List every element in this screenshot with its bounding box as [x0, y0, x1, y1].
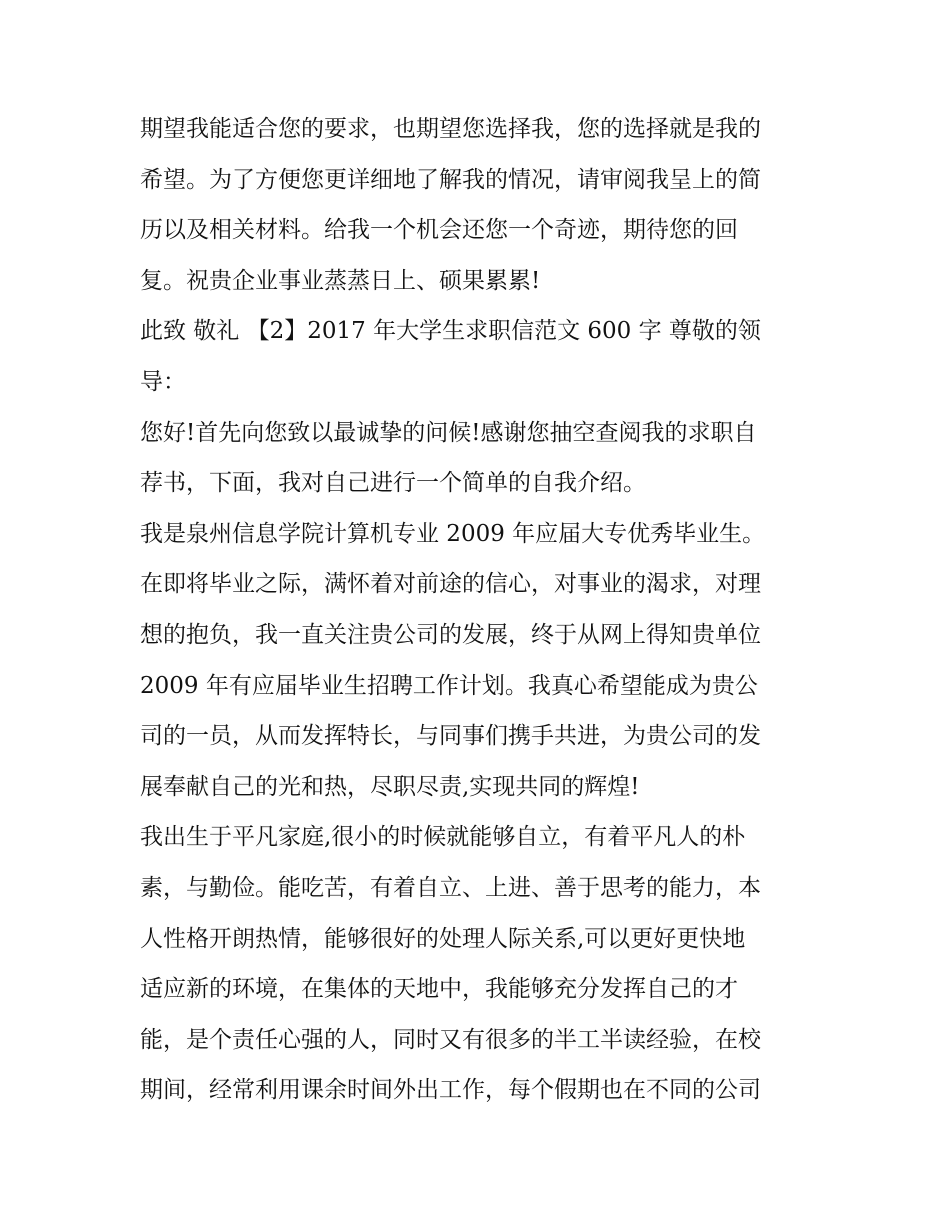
text-line: 展奉献自己的光和热，尽职尽责,实现共同的辉煌! — [140, 773, 640, 800]
text-line: 期间，经常利用课余时间外出工作，每个假期也在不同的公司 — [140, 1077, 761, 1104]
text-line: 此致 敬礼 【2】2017 年大学生求职信范文 600 字 尊敬的领 — [140, 318, 761, 345]
text-line: 历以及相关材料。给我一个机会还您一个奇迹，期待您的回 — [140, 217, 738, 244]
text-line: 2009 年有应届毕业生招聘工作计划。我真心希望能成为贵公 — [140, 672, 758, 699]
text-line: 想的抱负，我一直关注贵公司的发展，终于从网上得知贵单位 — [140, 621, 761, 648]
text-line: 素，与勤俭。能吃苦，有着自立、上进、善于思考的能力，本 — [140, 874, 761, 901]
text-line: 司的一员，从而发挥特长，与同事们携手共进，为贵公司的发 — [140, 723, 761, 750]
text-line: 荐书，下面，我对自己进行一个简单的自我介绍。 — [140, 470, 646, 497]
text-line: 我出生于平凡家庭,很小的时候就能够自立，有着平凡人的朴 — [140, 824, 746, 851]
text-line: 我是泉州信息学院计算机专业 2009 年应届大专优秀毕业生。 — [140, 520, 766, 547]
text-line: 期望我能适合您的要求，也期望您选择我，您的选择就是我的 — [140, 116, 761, 142]
text-line: 导： — [140, 368, 186, 395]
text-line: 在即将毕业之际，满怀着对前途的信心，对事业的渴求，对理 — [140, 571, 761, 598]
text-line: 适应新的环境，在集体的天地中，我能够充分发挥自己的才 — [140, 976, 738, 1003]
body-text — [140, 104, 820, 1116]
text-line: 希望。为了方便您更详细地了解我的情况，请审阅我呈上的简 — [140, 166, 761, 193]
text-line: 人性格开朗热情，能够很好的处理人际关系,可以更好更快地 — [140, 925, 746, 952]
text-line: 能，是个责任心强的人，同时又有很多的半工半读经验，在校 — [140, 1026, 761, 1053]
text-line: 复。祝贵企业事业蒸蒸日上、硕果累累! — [140, 267, 541, 294]
text-line: 您好!首先向您致以最诚挚的问候!感谢您抽空查阅我的求职自 — [140, 419, 757, 446]
